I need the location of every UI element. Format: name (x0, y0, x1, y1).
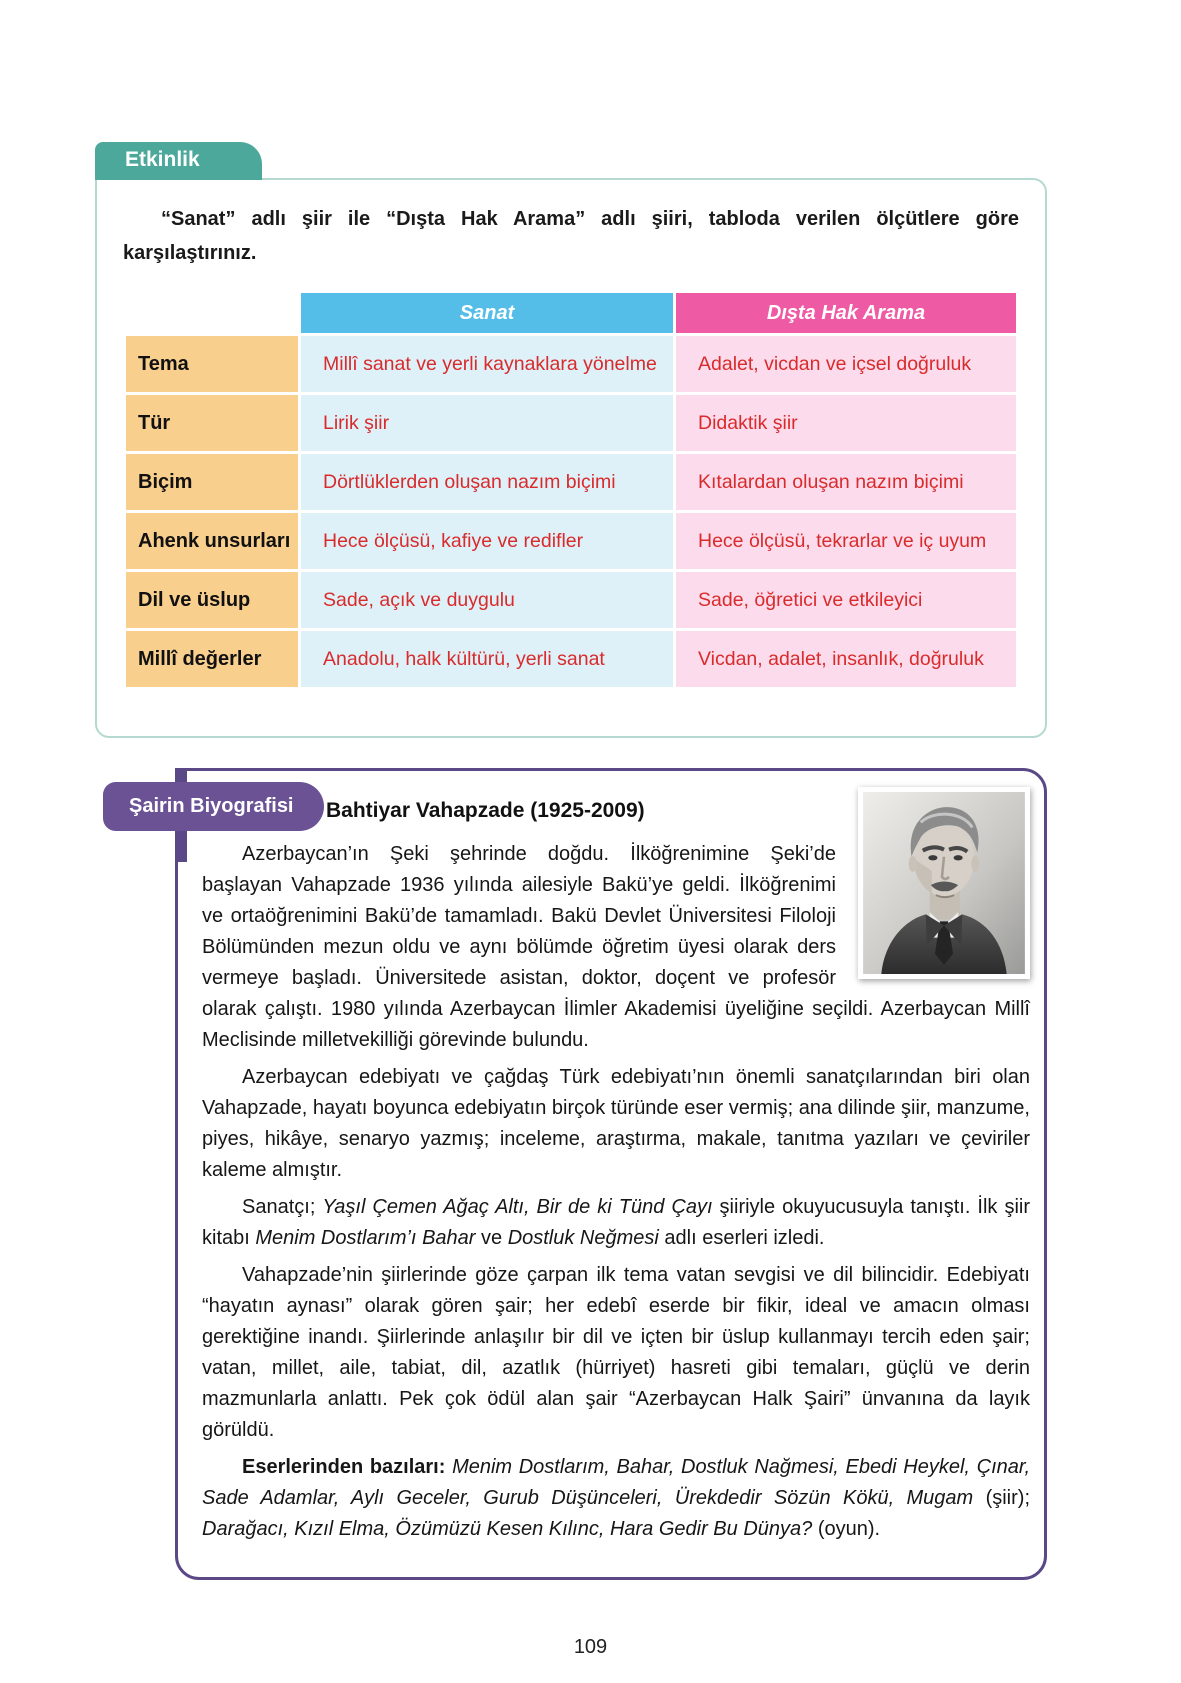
cell-sanat: Lirik şiir (301, 395, 673, 451)
cell-dista: Didaktik şiir (676, 395, 1016, 451)
cell-sanat: Hece ölçüsü, kafiye ve redifler (301, 513, 673, 569)
cell-dista: Sade, öğretici ve etkileyici (676, 572, 1016, 628)
poetry-works-list: Menim Dostlarım, Bahar, Dostluk Nağmesi, Ebedi Heykel, Çınar, Sade Adamlar, Aylı Geceler, Gurub Düşünceleri, Ürekdedir Sözün Kökü, Mugam (202, 1456, 1030, 1509)
cell-dista: Adalet, vicdan ve içsel doğruluk (676, 336, 1016, 392)
column-header-dista-hak-arama: Dışta Hak Arama (676, 293, 1016, 333)
cell-sanat: Dörtlüklerden oluşan nazım biçimi (301, 454, 673, 510)
row-label: Tema (126, 336, 298, 392)
table-row-tur (126, 395, 1016, 451)
portrait-illustration (863, 792, 1025, 974)
table-row-tema (126, 336, 1016, 392)
table-row-bicim (126, 454, 1016, 510)
biography-paragraph-1: Azerbaycan’ın Şeki şehrinde doğdu. İlköğrenimine Şeki’de başlayan Vahapzade 1936 yılında ailesiyle Bakü’ye geldi. İlköğrenimi ve ortaöğrenimini Bakü’de tamamladı. Bakü Devlet Üniversitesi Filoloji Bölümünden mezun oldu ve aynı bölümde öğretim üyesi olarak ders vermeye başladı. Üniversitede asistan, doktor, doçent ve profesör olarak çalıştı. 1980 yılında Azerbaycan İlimler Akademisi üyeliğine seçildi. Azerbaycan Millî Meclisinde milletvekilliği görevinde bulundu. (202, 843, 1030, 1051)
row-label: Dil ve üslup (126, 572, 298, 628)
activity-tab (95, 142, 262, 180)
cell-sanat: Anadolu, halk kültürü, yerli sanat (301, 631, 673, 687)
biography-badge-label: Şairin Biyografisi (129, 795, 294, 817)
table-row-dil-ve-uslup (126, 572, 1016, 628)
table-header-row (126, 293, 1016, 333)
table-row-ahenk-unsurlari (126, 513, 1016, 569)
table-corner-cell (126, 293, 298, 333)
poet-portrait-photo (858, 787, 1030, 979)
biography-box (175, 768, 1047, 1580)
activity-tab-label: Etkinlik (125, 148, 200, 171)
biography-paragraph-works (202, 1452, 1030, 1545)
text-segment: (oyun). (812, 1518, 881, 1540)
biography-title: Bahtiyar Vahapzade (1925-2009) (326, 799, 645, 822)
page-number: 109 (573, 1636, 608, 1658)
work-title: Bahar (422, 1227, 476, 1249)
cell-sanat: Sade, açık ve duygulu (301, 572, 673, 628)
table-row-milli-degerler (126, 631, 1016, 687)
work-title: Dostluk Neğmesi (507, 1227, 659, 1249)
cell-dista: Vicdan, adalet, insanlık, doğruluk (676, 631, 1016, 687)
row-label: Tür (126, 395, 298, 451)
column-header-sanat: Sanat (301, 293, 673, 333)
activity-section (95, 140, 1047, 738)
activity-box (95, 178, 1047, 738)
text-segment: ve (475, 1227, 508, 1249)
activity-instruction: “Sanat” adlı şiir ile “Dışta Hak Arama” adlı şiiri, tabloda verilen ölçütlere göre karşılaştırınız. (123, 208, 1019, 264)
biography-paragraph-4: Vahapzade’nin şiirlerinde göze çarpan ilk tema vatan sevgisi ve dil bilincidir. Edebiyatı “hayatın aynası” olarak gören şair; her edebî eserde bir fikir, ideal ve amacın olması gerektiğine inandı. Şiirlerinde anlaşılır bir dil ve içten bir üslup kullanmayı tercih eden şair; vatan, millet, aile, tabiat, dil, azatlık (hürriyet) hasreti gibi temaları, güçlü ve derin mazmunlarla anlattı. Pek çok ödül alan şair “Azerbaycan Halk Şairi” ünvanına da layık görüldü. (202, 1264, 1030, 1441)
play-works-list: Darağacı, Kızıl Elma, Özümüzü Kesen Kılınc, Hara Gedir Bu Dünya? (202, 1518, 813, 1540)
cell-dista: Hece ölçüsü, tekrarlar ve iç uyum (676, 513, 1016, 569)
work-title: Menim Dostlarım’ı (255, 1227, 417, 1249)
row-label: Ahenk unsurları (126, 513, 298, 569)
text-segment: adlı eserleri izledi. (658, 1227, 825, 1249)
cell-dista: Kıtalardan oluşan nazım biçimi (676, 454, 1016, 510)
biography-badge (103, 782, 324, 831)
biography-section (129, 768, 1047, 1580)
comparison-table (123, 290, 1019, 690)
text-segment: şiiriyle okuyucusuyla tanıştı. İlk şiir kitabı (202, 1196, 1031, 1249)
row-label: Millî değerler (126, 631, 298, 687)
text-segment: Sanatçı; (242, 1196, 323, 1218)
works-lead-label: Eserlerinden bazıları: (242, 1456, 453, 1478)
biography-paragraph-2: Azerbaycan edebiyatı ve çağdaş Türk edebiyatı’nın önemli sanatçılarından biri olan Vahapzade, hayatı boyunca edebiyatın birçok türünde eser vermiş; ana dilinde şiir, manzume, piyes, hikâye, senaryo yazmış; inceleme, araştırma, makale, tanıtma yazıları ve çeviriler kaleme almıştır. (202, 1066, 1030, 1181)
row-label: Biçim (126, 454, 298, 510)
work-title: Yaşıl Çemen Ağaç Altı, Bir de ki Tünd Çayı (322, 1196, 713, 1218)
biography-paragraph-3 (202, 1192, 1030, 1254)
page-footer (0, 1636, 1181, 1659)
cell-sanat: Millî sanat ve yerli kaynaklara yönelme (301, 336, 673, 392)
text-segment: (şiir); (973, 1487, 1031, 1509)
